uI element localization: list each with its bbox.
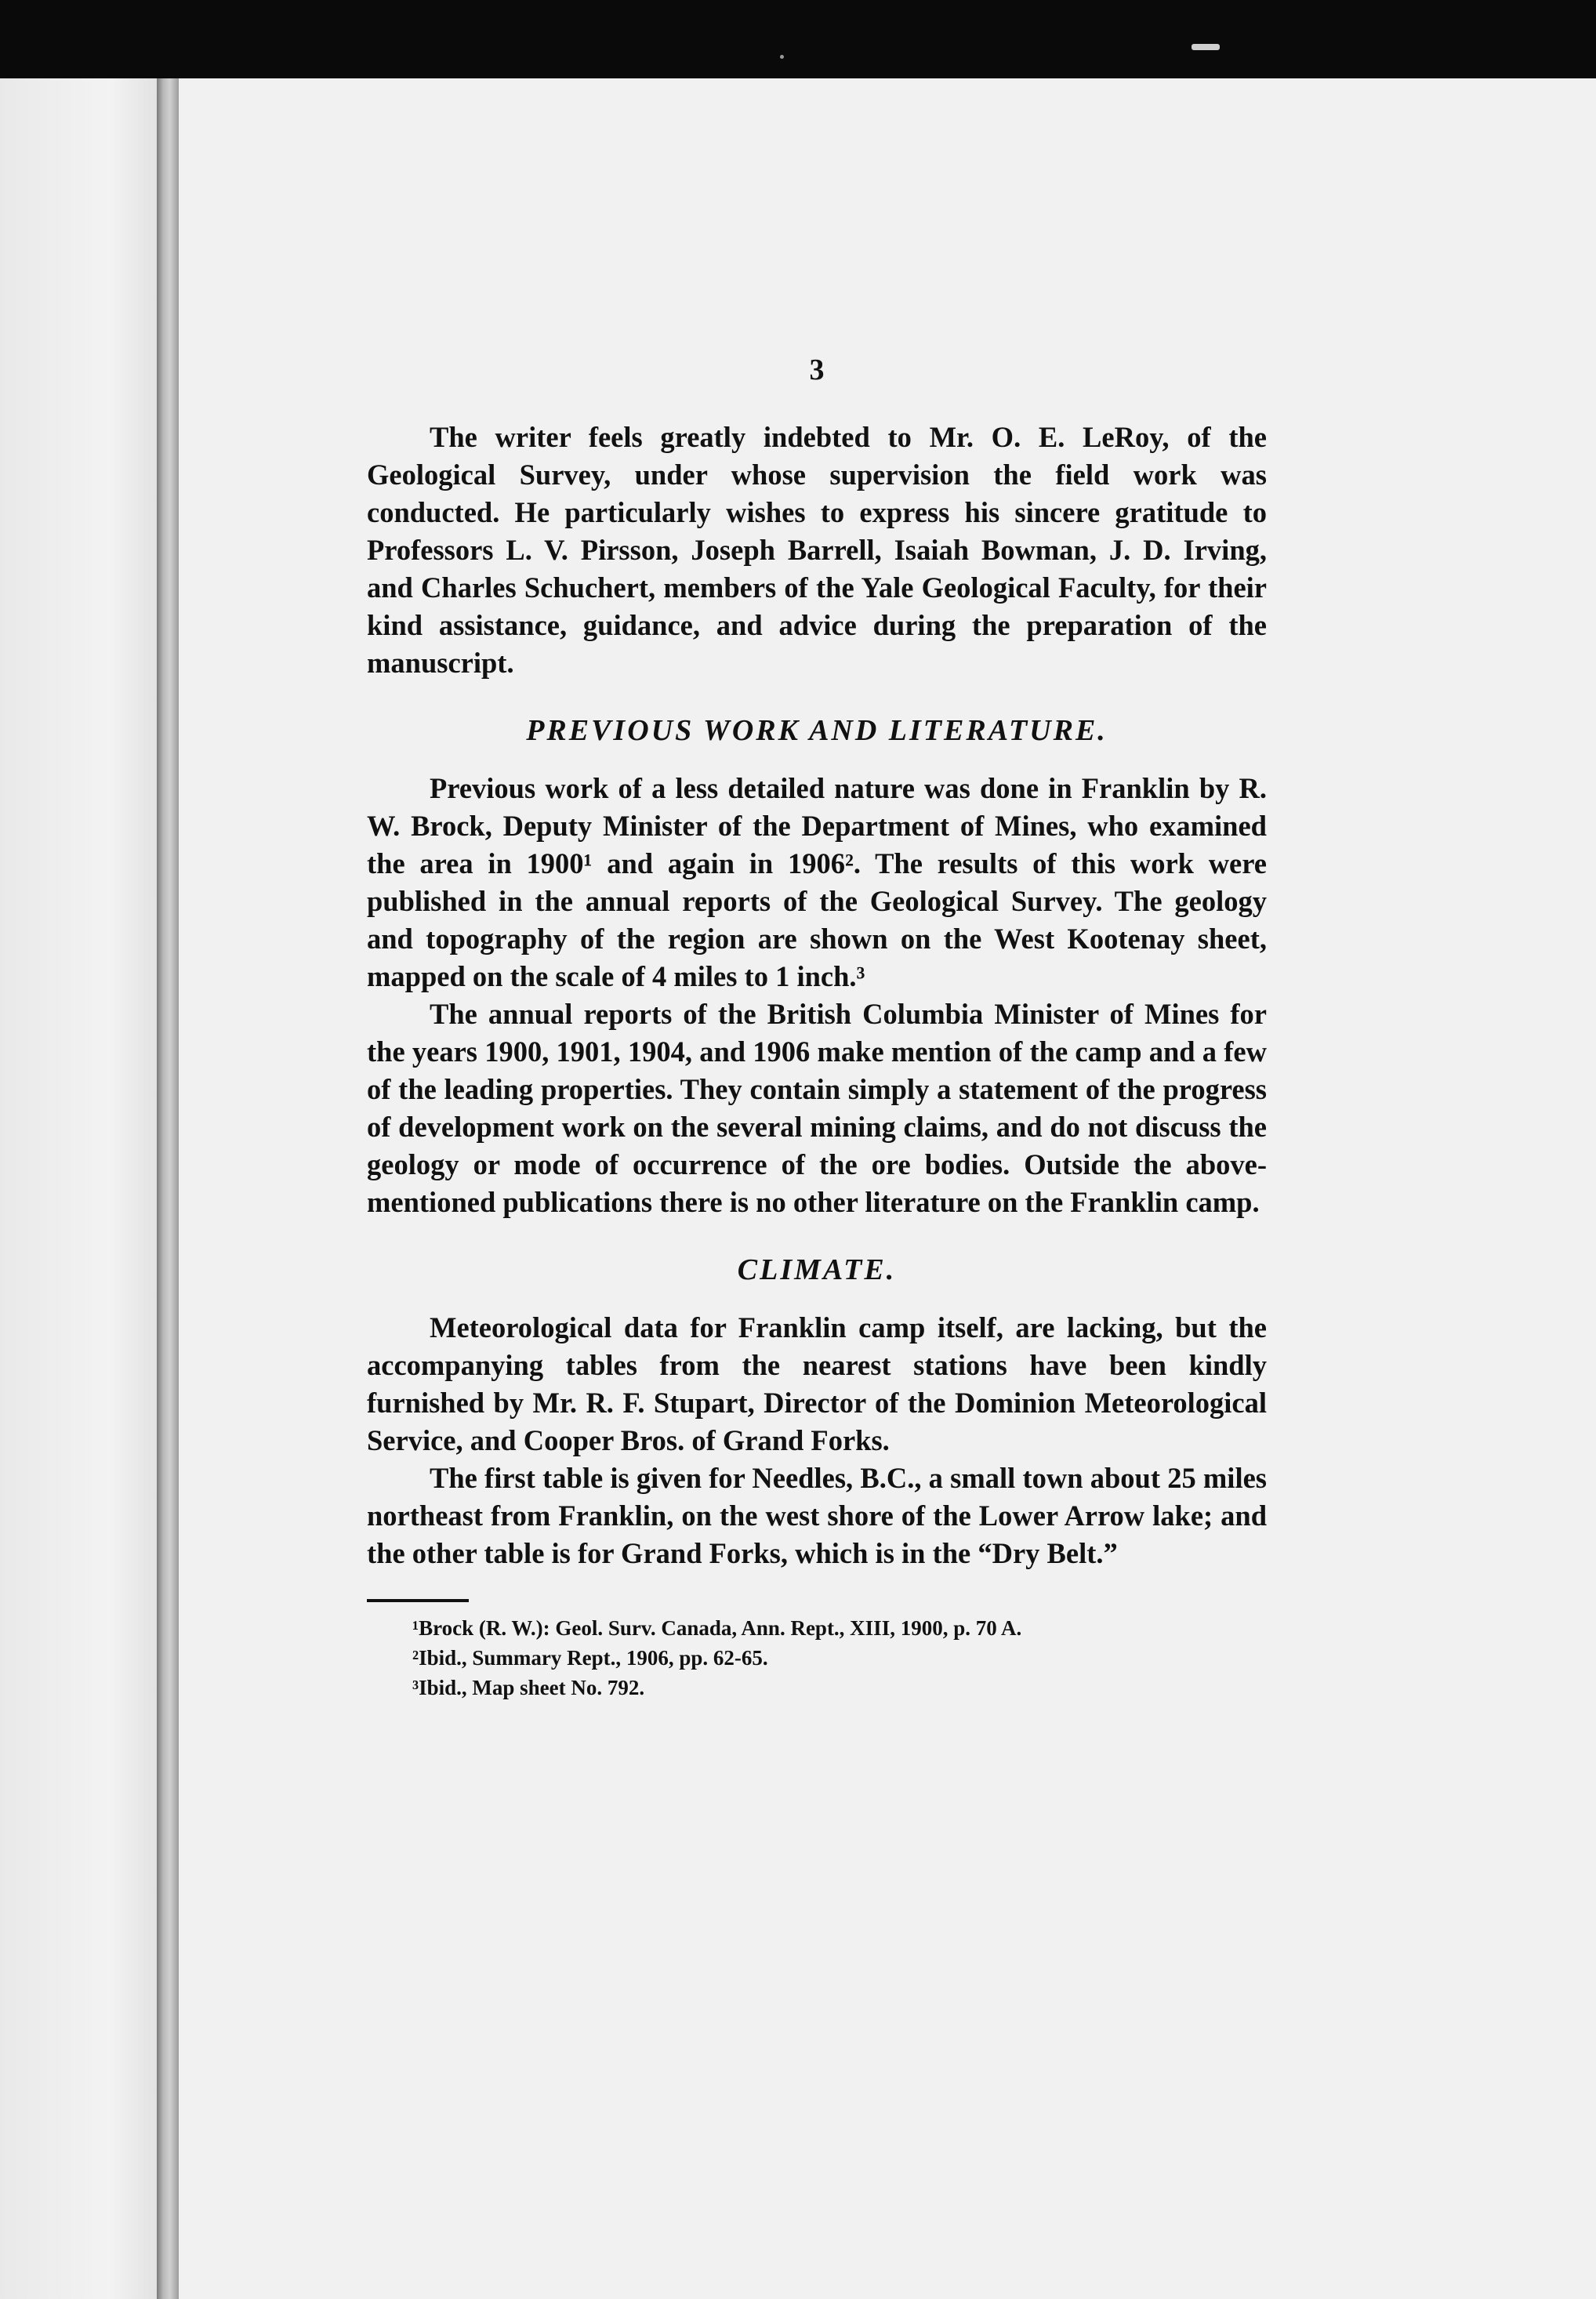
footnote-2: ²Ibid., Summary Rept., 1906, pp. 62-65.	[412, 1646, 768, 1670]
footnote-rule	[367, 1599, 469, 1602]
footnote-3: ³Ibid., Map sheet No. 792.	[412, 1676, 645, 1699]
scan-frame-top	[0, 0, 1596, 78]
page-content	[367, 353, 1267, 1702]
book-spine	[157, 78, 179, 2299]
footnote-1: ¹Brock (R. W.): Geol. Surv. Canada, Ann. Rept., XIII, 1900, p. 70 A.	[412, 1616, 1022, 1640]
page-number: 3	[809, 354, 825, 386]
scan-artifact	[1192, 44, 1220, 50]
annual-reports-paragraph: The annual reports of the British Columbia Minister of Mines for the years 1900, 1901, 1904, and 1906 make mention of the camp and a few of the leading properties. They contain simply a statement of the progress of development work on the several mining claims, and do not discuss the geology or mode of occurrence of the ore bodies. Outside the above-mentioned publications there is no other literature on the Franklin camp.	[367, 998, 1267, 1218]
tables-paragraph: The first table is given for Needles, B.C., a small town about 25 miles northeast from Franklin, on the west shore of the Lower Arrow lake; and the other table is for Grand Forks, which is in the “Dry Belt.”	[367, 1462, 1267, 1569]
scan-artifact-dot	[780, 55, 784, 59]
heading-previous-work: PREVIOUS WORK AND LITERATURE.	[526, 714, 1108, 747]
previous-work-paragraph: Previous work of a less detailed nature was done in Franklin by R. W. Brock, Deputy Minister of the Department of Mines, who examined the area in 1900¹ and again in 1906². The results of this work were published in the annual reports of the Geological Survey. The geology and topography of the region are shown on the West Kootenay sheet, mapped on the scale of 4 miles to 1 inch.³	[367, 772, 1267, 992]
heading-climate: CLIMATE.	[737, 1253, 897, 1286]
acknowledgement-paragraph: The writer feels greatly indebted to Mr. O. E. LeRoy, of the Geological Survey, under whose supervision the field work was conducted. He particularly wishes to express his sincere gratitude to Professors L. V. Pirsson, Joseph Barrell, Isaiah Bowman, J. D. Irving, and Charles Schuchert, members of the Yale Geological Faculty, for their kind assistance, guidance, and advice during the preparation of the manuscript.	[367, 421, 1267, 679]
left-page-edge	[0, 78, 157, 2299]
meteorological-paragraph: Meteorological data for Franklin camp itself, are lacking, but the accompanying tables from the nearest stations have been kindly furnished by Mr. R. F. Stupart, Director of the Dominion Meteorological Service, and Cooper Bros. of Grand Forks.	[367, 1311, 1267, 1456]
